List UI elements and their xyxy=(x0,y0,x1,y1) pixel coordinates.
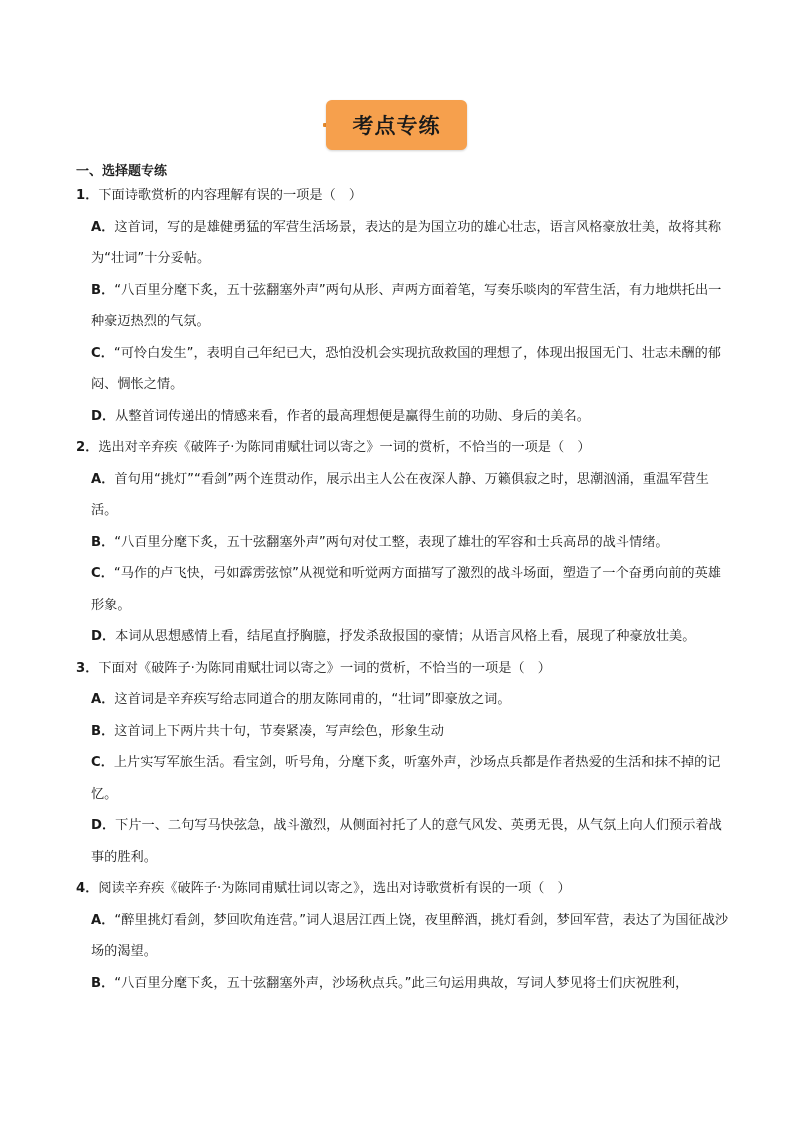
option-b: B．“八百里分麾下炙，五十弦翻塞外声”两句从形、声两方面着笔，写奏乐啖肉的军营生活，有力地烘托出一种豪迈热烈的气氛。 xyxy=(91,282,722,329)
option-text: 这首词上下两片共十句，节奏紧凑，写声绘色，形象生动 xyxy=(114,723,444,739)
question-number: 3 xyxy=(76,660,86,676)
section-heading: 一、选择题专练 xyxy=(76,164,168,179)
question-4 xyxy=(76,873,732,999)
option-text: 上片实写军旅生活。看宝剑，听号角，分麾下炙，听塞外声，沙场点兵都是作者热爱的生活和抹不掉的记忆。 xyxy=(91,755,721,802)
option-b: B．“八百里分麾下炙，五十弦翻塞外声，沙场秋点兵。”此三句运用典故，写词人梦见将士们庆祝胜利， xyxy=(91,975,689,991)
question-text: 选出对辛弃疾《破阵子·为陈同甫赋壮词以寄之》一词的赏析，不恰当的一项是（ ） xyxy=(98,440,591,455)
question-number: 1 xyxy=(76,188,86,203)
question-number: 4 xyxy=(76,881,86,896)
option-text: “八百里分麾下炙，五十弦翻塞外声，沙场秋点兵。”此三句运用典故，写词人梦见将士们庆祝胜利， xyxy=(114,975,689,991)
option-text: 这首词是辛弃疾写给志同道合的朋友陈同甫的，“壮词”即豪放之词。 xyxy=(114,692,511,707)
question-text: 下面对《破阵子·为陈同甫赋壮词以寄之》一词的赏析，不恰当的一项是（ ） xyxy=(98,660,551,676)
option-a: A．“醉里挑灯看剑，梦回吹角连营。”词人退居江西上饶，夜里醉酒，挑灯看剑，梦回军营，表达了为国征战沙场的渴望。 xyxy=(91,912,729,959)
option-text: 本词从思想感情上看，结尾直抒胸臆，抒发杀敌报国的豪情；从语言风格上看，展现了种豪放壮美。 xyxy=(115,629,696,644)
option-text: “八百里分麾下炙，五十弦翻塞外声”两句从形、声两方面着笔，写奏乐啖肉的军营生活，有力地烘托出一种豪迈热烈的气氛。 xyxy=(91,282,722,329)
question-text: 下面诗歌赏析的内容理解有误的一项是（ ） xyxy=(98,188,363,203)
title-banner xyxy=(323,100,468,151)
option-b: B．“八百里分麾下炙，五十弦翻塞外声”两句对仗工整，表现了雄壮的军容和士兵高昂的战斗情绪。 xyxy=(91,534,669,550)
option-text: “可怜白发生”，表明自己年纪已大，恐怕没机会实现抗敌救国的理想了，体现出报国无门、壮志未酬的郁闷、惆怅之情。 xyxy=(91,345,721,392)
option-b: B．这首词上下两片共十句，节奏紧凑，写声绘色，形象生动 xyxy=(91,723,444,739)
banner-title: 考点专练 xyxy=(326,100,467,150)
question-stem: 3．下面对《破阵子·为陈同甫赋壮词以寄之》一词的赏析，不恰当的一项是（ ） xyxy=(76,660,551,676)
question-stem: 1．下面诗歌赏析的内容理解有误的一项是（ ） xyxy=(76,188,363,203)
question-3 xyxy=(76,653,732,874)
option-a: A．这首词，写的是雄健勇猛的军营生活场景，表达的是为国立功的雄心壮志，语言风格豪放壮美，故将其称为“壮词”十分妥帖。 xyxy=(91,219,722,266)
option-d: D．本词从思想感情上看，结尾直抒胸臆，抒发杀敌报国的豪情；从语言风格上看，展现了种豪放壮美。 xyxy=(91,629,696,644)
question-list xyxy=(76,180,732,999)
option-text: “马作的卢飞快，弓如霹雳弦惊”从视觉和听觉两方面描写了激烈的战斗场面，塑造了一个奋勇向前的英雄形象。 xyxy=(91,566,721,613)
option-text: “八百里分麾下炙，五十弦翻塞外声”两句对仗工整，表现了雄壮的军容和士兵高昂的战斗情绪。 xyxy=(114,534,669,550)
option-d: D．下片一、二句写马快弦急，战斗激烈，从侧面衬托了人的意气风发、英勇无畏，从气氛上向人们预示着战事的胜利。 xyxy=(91,818,722,865)
option-text: 这首词，写的是雄健勇猛的军营生活场景，表达的是为国立功的雄心壮志，语言风格豪放壮美，故将其称为“壮词”十分妥帖。 xyxy=(91,219,722,266)
question-text: 阅读辛弃疾《破阵子·为陈同甫赋壮词以寄之》，选出对诗歌赏析有误的一项（ ） xyxy=(98,881,571,896)
option-text: 首句用“挑灯”“看剑”两个连贯动作，展示出主人公在夜深人静、万籁俱寂之时，思潮汹涌，重温军营生活。 xyxy=(91,471,709,518)
option-a: A．首句用“挑灯”“看剑”两个连贯动作，展示出主人公在夜深人静、万籁俱寂之时，思潮汹涌，重温军营生活。 xyxy=(91,471,709,518)
option-d: D．从整首词传递出的情感来看，作者的最高理想便是赢得生前的功勋、身后的美名。 xyxy=(91,408,590,424)
option-text: 从整首词传递出的情感来看，作者的最高理想便是赢得生前的功勋、身后的美名。 xyxy=(115,408,590,424)
question-stem: 4．阅读辛弃疾《破阵子·为陈同甫赋壮词以寄之》，选出对诗歌赏析有误的一项（ ） xyxy=(76,881,571,896)
question-number: 2 xyxy=(76,440,86,455)
option-text: 下片一、二句写马快弦急，战斗激烈，从侧面衬托了人的意气风发、英勇无畏，从气氛上向人们预示着战事的胜利。 xyxy=(91,818,722,865)
option-c: C．“可怜白发生”，表明自己年纪已大，恐怕没机会实现抗敌救国的理想了，体现出报国无门、壮志未酬的郁闷、惆怅之情。 xyxy=(91,345,721,392)
option-a: A．这首词是辛弃疾写给志同道合的朋友陈同甫的，“壮词”即豪放之词。 xyxy=(91,692,511,707)
question-1 xyxy=(76,180,732,432)
question-stem: 2．选出对辛弃疾《破阵子·为陈同甫赋壮词以寄之》一词的赏析，不恰当的一项是（ ） xyxy=(76,440,591,455)
option-c: C．上片实写军旅生活。看宝剑，听号角，分麾下炙，听塞外声，沙场点兵都是作者热爱的生活和抹不掉的记忆。 xyxy=(91,755,721,802)
option-c: C．“马作的卢飞快，弓如霹雳弦惊”从视觉和听觉两方面描写了激烈的战斗场面，塑造了一个奋勇向前的英雄形象。 xyxy=(91,566,721,613)
option-text: “醉里挑灯看剑，梦回吹角连营。”词人退居江西上饶，夜里醉酒，挑灯看剑，梦回军营，表达了为国征战沙场的渴望。 xyxy=(91,912,729,959)
question-2 xyxy=(76,432,732,653)
